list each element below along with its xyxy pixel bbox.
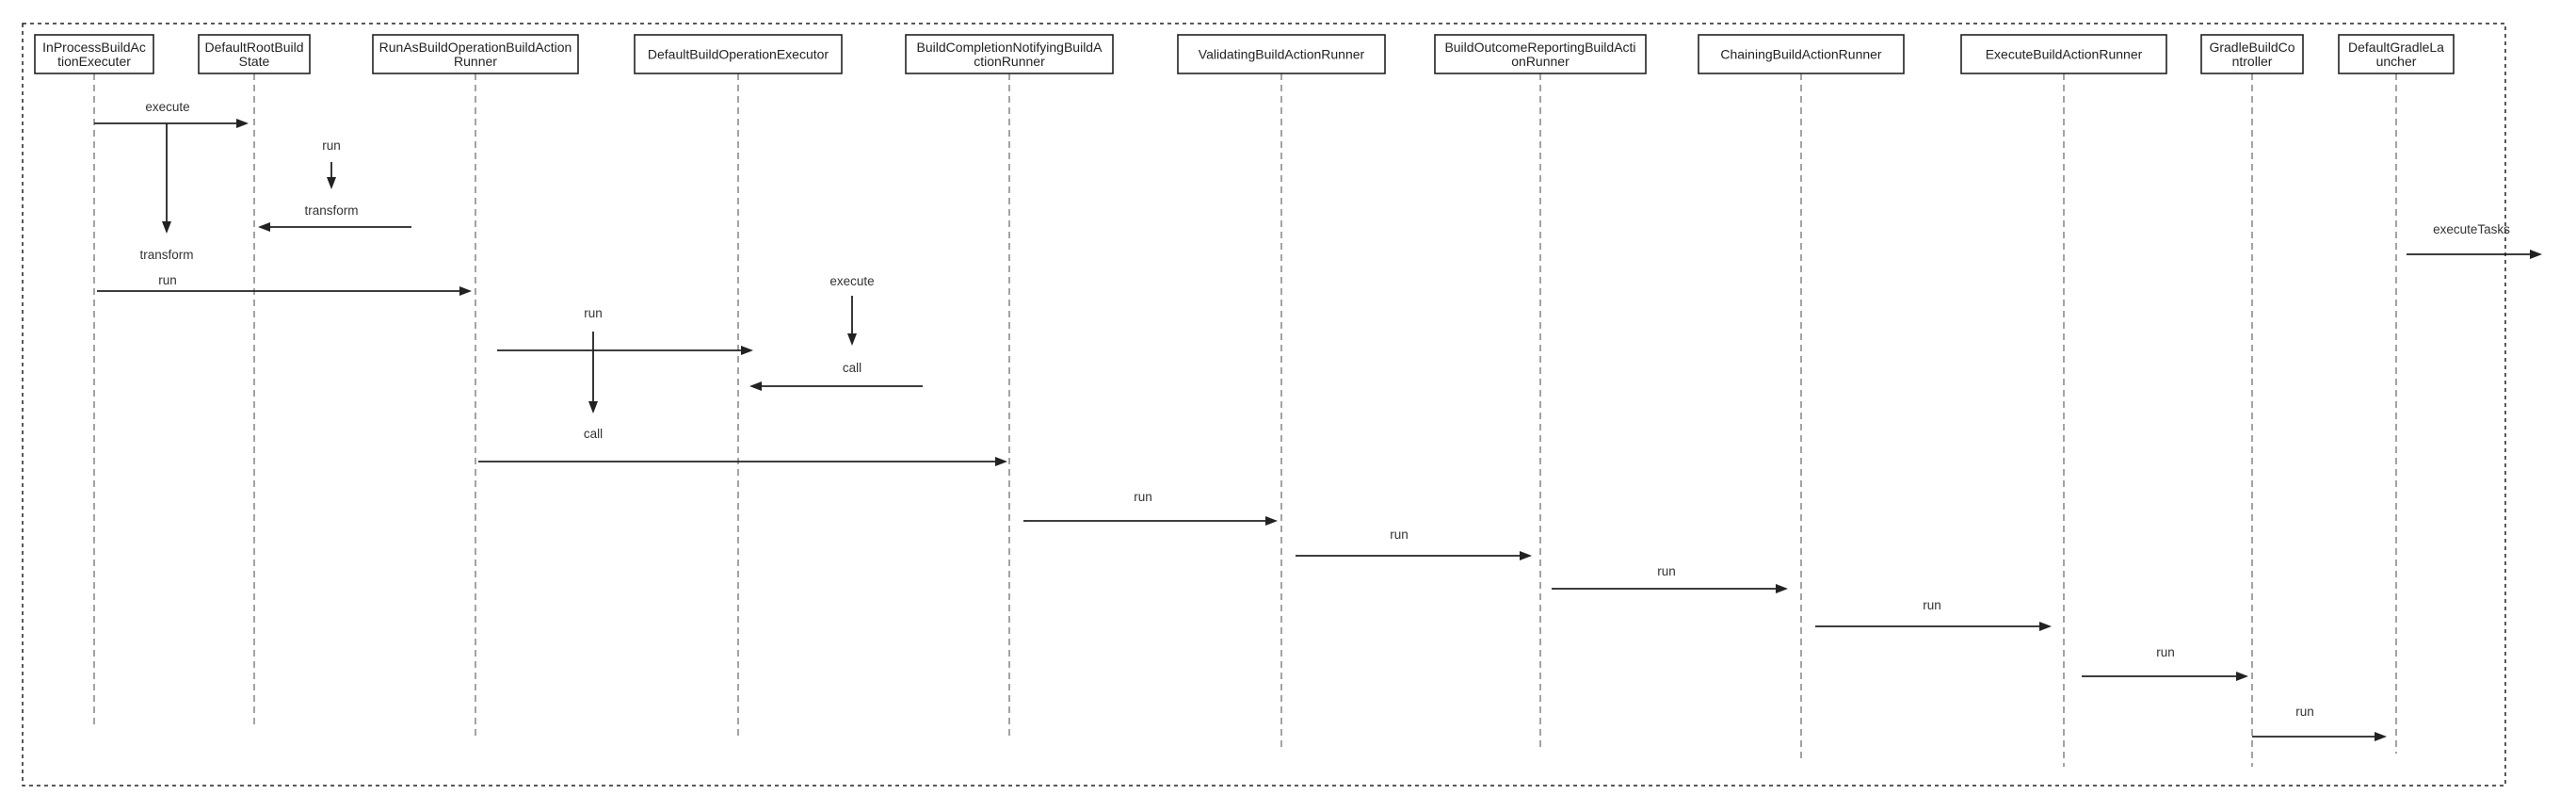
message-arrowhead xyxy=(1520,551,1532,560)
message-label: run xyxy=(1657,564,1676,578)
message-arrowhead xyxy=(236,119,249,128)
message-m4 xyxy=(258,203,411,232)
message-arrowhead xyxy=(1265,516,1278,526)
participant-p1 xyxy=(35,35,153,73)
participant-p11 xyxy=(2339,35,2454,73)
message-label: run xyxy=(584,306,603,320)
participant-p10 xyxy=(2201,35,2303,73)
participant-label: BuildCompletionNotifyingBuildA xyxy=(916,40,1103,55)
message-m8 xyxy=(749,361,923,391)
message-arrowhead xyxy=(258,222,270,232)
message-arrowhead xyxy=(741,346,753,355)
participant-label: ntroller xyxy=(2231,54,2273,69)
message-m3 xyxy=(322,138,341,189)
message-arrowhead xyxy=(749,381,762,391)
participant-label: DefaultRootBuild xyxy=(204,40,304,55)
message-label: call xyxy=(583,427,604,441)
message-label: run xyxy=(1390,527,1409,542)
participant-label: uncher xyxy=(2375,54,2417,69)
message-m15 xyxy=(2082,672,2314,719)
participant-label: GradleBuildCo xyxy=(2209,40,2295,55)
message-arrowhead xyxy=(995,457,1007,466)
participant-label: ValidatingBuildActionRunner xyxy=(1198,46,1365,62)
participant-p4 xyxy=(635,35,842,73)
participant-p8 xyxy=(1699,35,1904,73)
diagram-frame xyxy=(23,24,2505,786)
message-m11 xyxy=(1023,516,1409,542)
participant-p6 xyxy=(1178,35,1385,73)
message-label: transform xyxy=(304,203,359,218)
message-m5 xyxy=(97,273,472,296)
participant-label: DefaultGradleLa xyxy=(2348,40,2444,55)
message-arrowhead xyxy=(2530,250,2542,259)
lifelines xyxy=(94,73,2396,767)
message-arrow-run-final xyxy=(2252,732,2387,741)
message-arrowhead xyxy=(327,177,336,189)
message-m7 xyxy=(829,274,874,346)
participant-label: ctionRunner xyxy=(974,54,1045,69)
participant-label: ChainingBuildActionRunner xyxy=(1720,46,1882,62)
message-label: run xyxy=(158,273,177,287)
message-label: run xyxy=(322,138,341,153)
message-label: run xyxy=(2295,705,2314,719)
message-label: executeTasks xyxy=(2433,222,2510,236)
message-label: transform xyxy=(139,248,194,262)
participant-label: InProcessBuildAc xyxy=(42,40,146,55)
participant-label: onRunner xyxy=(1511,54,1570,69)
message-label: run xyxy=(1134,490,1152,504)
message-label: call xyxy=(842,361,862,375)
message-arrowhead xyxy=(2236,672,2248,681)
message-arrowhead xyxy=(2375,732,2387,741)
message-m12 xyxy=(1296,551,1676,578)
participant-p7 xyxy=(1435,35,1646,73)
participant-label: State xyxy=(238,54,270,69)
participant-label: DefaultBuildOperationExecutor xyxy=(647,46,829,62)
participant-p5 xyxy=(906,35,1113,73)
participant-label: tionExecuter xyxy=(57,54,131,69)
message-label: run xyxy=(1923,598,1941,612)
participant-p2 xyxy=(199,35,310,73)
message-m9 xyxy=(497,346,753,441)
participant-label: BuildOutcomeReportingBuildActi xyxy=(1444,40,1636,55)
message-arrowhead xyxy=(162,221,171,234)
participants xyxy=(35,35,2454,73)
message-m16 xyxy=(2407,222,2542,259)
message-m10 xyxy=(478,457,1152,504)
participant-p3 xyxy=(373,35,578,73)
message-label: execute xyxy=(145,100,190,114)
message-arrowhead xyxy=(459,286,472,296)
message-arrowhead xyxy=(847,333,857,346)
message-m14 xyxy=(1815,622,2175,659)
participant-label: ExecuteBuildActionRunner xyxy=(1985,46,2143,62)
participant-p9 xyxy=(1961,35,2166,73)
participant-label: Runner xyxy=(454,54,497,69)
message-m1 xyxy=(94,100,249,128)
message-m13 xyxy=(1552,584,1941,612)
message-arrowhead xyxy=(588,401,598,414)
message-m6 xyxy=(584,306,603,414)
message-arrowhead xyxy=(2039,622,2052,631)
message-label: run xyxy=(2156,645,2175,659)
participant-label: RunAsBuildOperationBuildAction xyxy=(378,40,572,55)
message-arrowhead xyxy=(1776,584,1788,593)
message-label: execute xyxy=(829,274,875,288)
messages xyxy=(94,100,2542,741)
message-m2 xyxy=(139,123,193,262)
